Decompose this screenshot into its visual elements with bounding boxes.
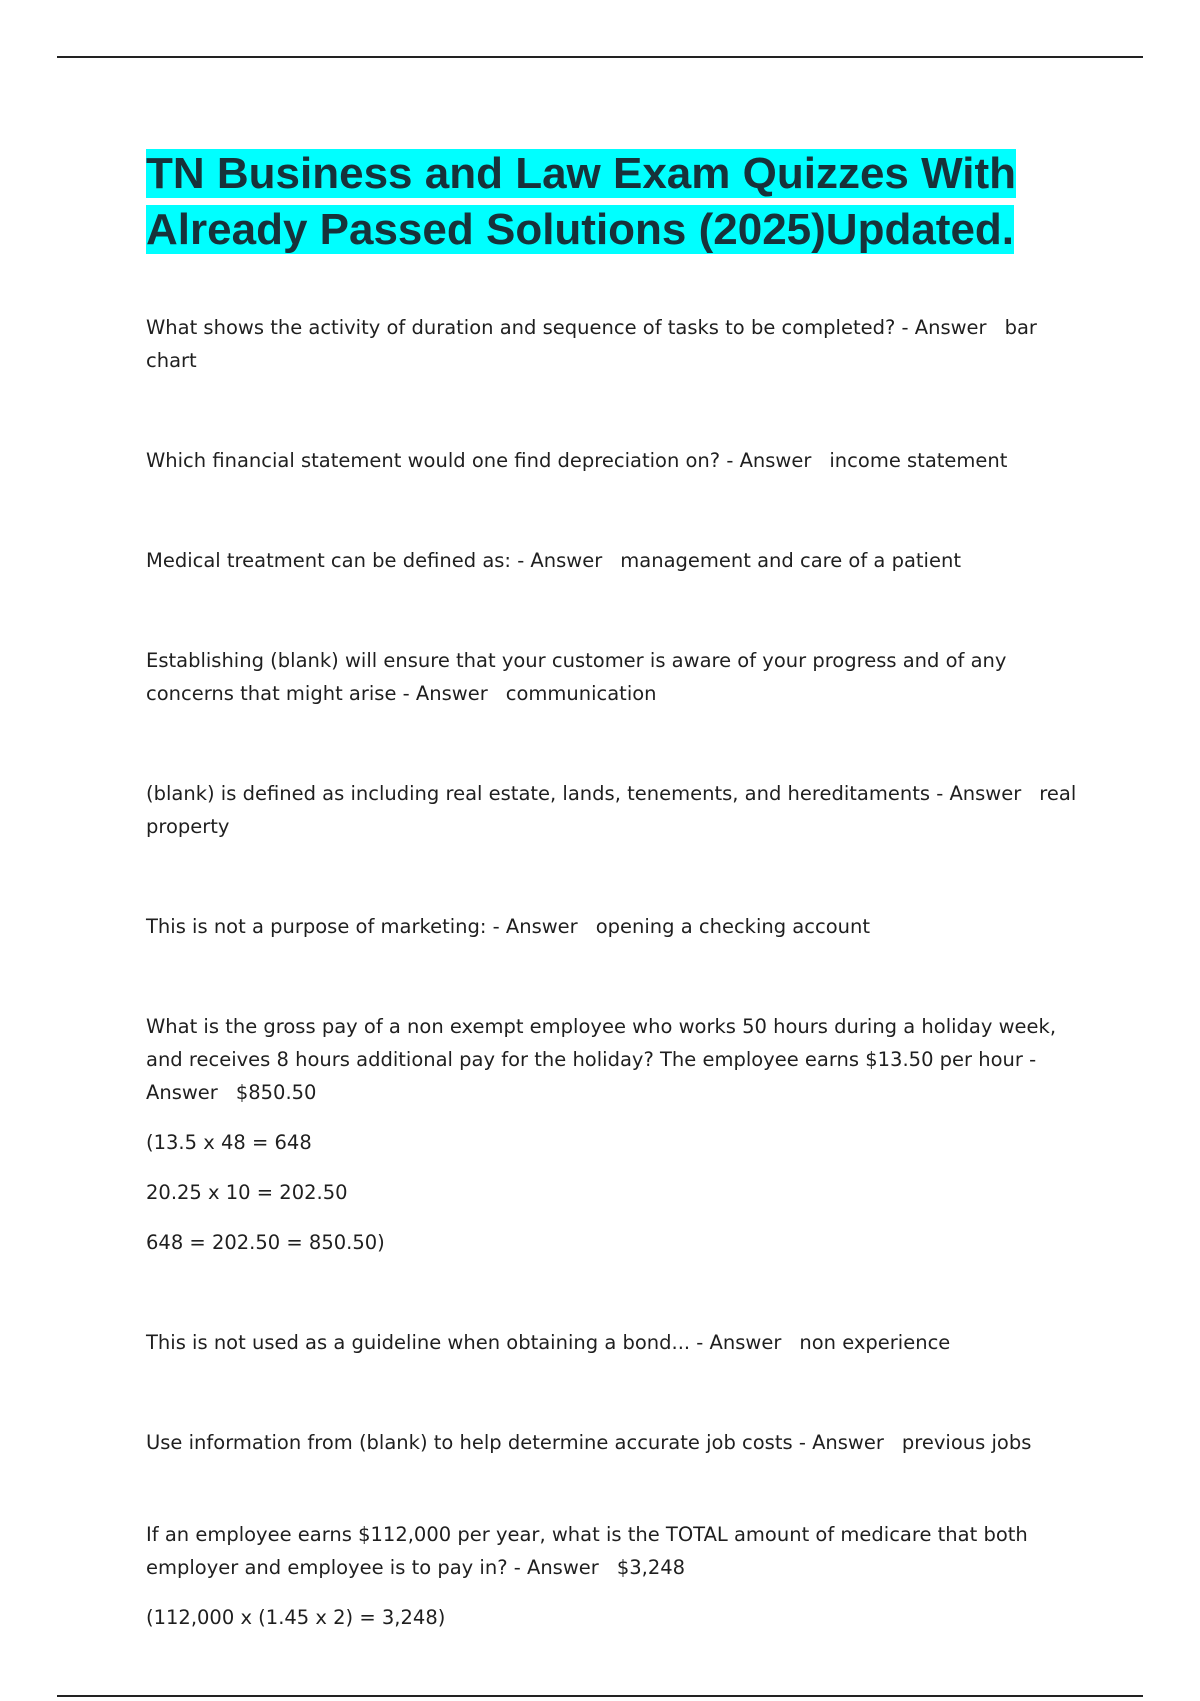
qa-item <box>146 444 1086 477</box>
answer-text: management and care of a patient <box>620 549 961 572</box>
qa-item <box>146 1518 1086 1634</box>
calculation-line: (13.5 x 48 = 648 <box>146 1131 312 1154</box>
title-highlight: TN Business and Law Exam Quizzes With Already Passed Solutions (2025)Updated. <box>146 149 1017 254</box>
answer-text: $3,248 <box>616 1556 686 1579</box>
answer-text: $850.50 <box>235 1081 317 1104</box>
calculation-line: 648 = 202.50 = 850.50) <box>146 1231 385 1254</box>
answer-text: previous jobs <box>901 1431 1032 1454</box>
document-title <box>146 146 1086 258</box>
calculation-line: (112,000 x (1.45 x 2) = 3,248) <box>146 1606 446 1629</box>
qa-item <box>146 311 1086 377</box>
qa-item <box>146 644 1086 710</box>
question-text: Medical treatment can be defined as: - Answer <box>146 549 603 572</box>
qa-item <box>146 544 1086 577</box>
answer-text: income statement <box>829 449 1008 472</box>
question-text: Use information from (blank) to help determine accurate job costs - Answer <box>146 1431 884 1454</box>
qa-item <box>146 1326 1086 1359</box>
question-text: What shows the activity of duration and sequence of tasks to be completed? - Answer <box>146 316 987 339</box>
qa-item <box>146 777 1086 843</box>
question-text: Establishing (blank) will ensure that your customer is aware of your progress and of any concerns that might arise - Answer <box>146 649 1007 705</box>
question-text: Which financial statement would one find depreciation on? - Answer <box>146 449 812 472</box>
bottom-rule <box>57 1695 1143 1697</box>
top-rule <box>57 56 1143 58</box>
question-text: This is not a purpose of marketing: - Answer <box>146 915 578 938</box>
qa-item <box>146 1010 1086 1259</box>
document-body <box>146 146 1086 1701</box>
qa-item <box>146 1426 1086 1459</box>
answer-text: opening a checking account <box>595 915 870 938</box>
question-text: If an employee earns $112,000 per year, what is the TOTAL amount of medicare that both employer and employee is to pay in? - Answer <box>146 1523 1028 1579</box>
question-text: What is the gross pay of a non exempt employee who works 50 hours during a holiday week, and receives 8 hours additional pay for the holiday? The employee earns $13.50 per hour - Answer <box>146 1015 1057 1104</box>
calculation-line: 20.25 x 10 = 202.50 <box>146 1181 348 1204</box>
answer-text: bar chart <box>146 316 1037 372</box>
answer-text: non experience <box>799 1331 951 1354</box>
question-text: This is not used as a guideline when obtaining a bond... - Answer <box>146 1331 782 1354</box>
question-text: (blank) is defined as including real estate, lands, tenements, and hereditaments - Answer <box>146 782 1022 805</box>
qa-item <box>146 910 1086 943</box>
answer-text: communication <box>505 682 657 705</box>
answer-text: real property <box>146 782 1077 838</box>
